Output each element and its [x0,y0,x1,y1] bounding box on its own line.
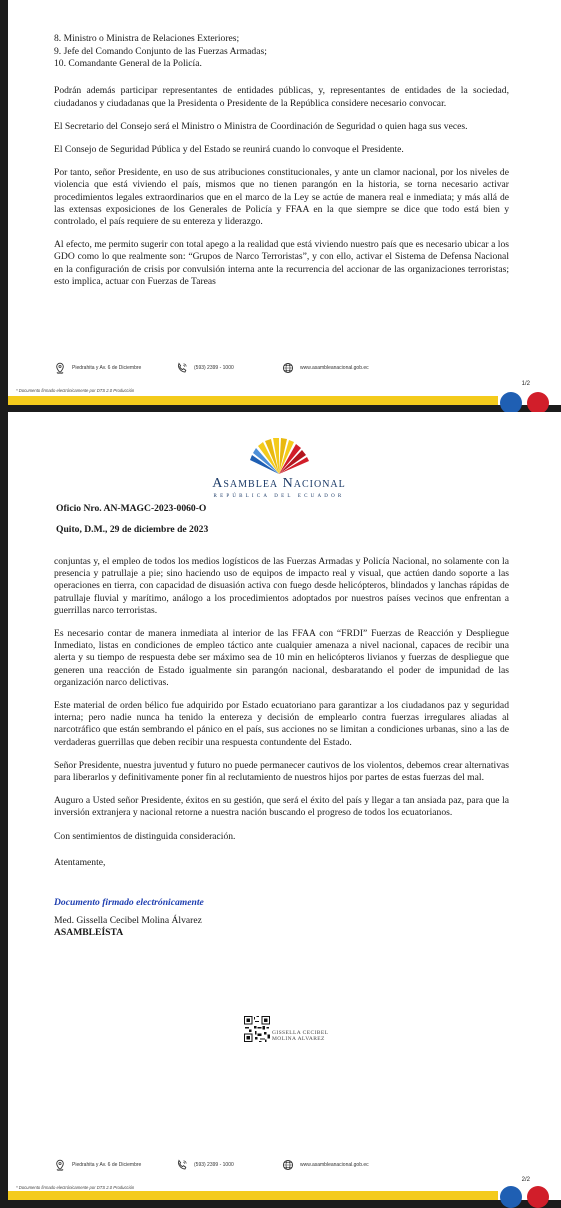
electronic-signature-stamp [244,1016,344,1056]
paragraph: Es necesario contar de manera inmediata al interior de las FFAA con “FRDI” Fuerzas de Reacción y Despliegue Inmediato, listas en condiciones de empleo táctico ante cualquier amenaza a nivel nacional, capaces de recibir una alerta y su tiempo de respuesta debe ser máximo sea de 10 min en helicópteros livianos y fuerzas de despliegue que generen una reacción de Estado igualmente sin parangón nacional, desbaratando el poder de impunidad de las organización narco delictivas. [54,628,509,688]
qr-code-icon [244,1016,270,1042]
footer-address-text: Piedrahita y Av. 6 de Diciembre [72,365,142,371]
footer-website-text: www.asambleanacional.gob.ec [300,365,369,371]
sunburst-emblem-icon [246,438,312,476]
asamblea-logo [204,438,354,518]
location-pin-icon [54,1159,66,1171]
logo-title: Asamblea Nacional [212,476,346,491]
list-item: 9. Jefe del Comando Conjunto de las Fuerzas Armadas; [54,46,267,57]
page-edge-strip [553,412,561,1200]
paragraph: Al efecto, me permito sugerir con total apego a la realidad que está viviendo nuestro país que es necesario ubicar a los GDO como lo que realmente son: “Grupos de Narco Terroristas”, y con ello, activar el Sistema de Defensa Nacional en la configuración de crisis por convulsión interna ante la recurrencia del accionar de las organizaciones terroristas; esto implica, actuar con Fuerzas de Tareas [54,239,509,287]
page1-body [54,33,509,299]
paragraph: Podrán además participar representantes de entidades públicas, y, representantes de entidades de la sociedad, ciudadanos y ciudadanas que la Presidenta o Presidente de la República considere necesario convocar. [54,85,509,109]
page-edge-strip [553,0,561,405]
brand-bar [8,1191,498,1200]
paragraph: conjuntas y, el empleo de todos los medios logísticos de las Fuerzas Armadas y Policía Nacional, no solamente con la presencia y patrullaje a pie; sino haciendo uso de equipos de impacto real y visual, que actúen dando soporte a las operaciones en tierra, con capacidad de disuasión activa con fuego desde helicópteros, blindados y lanchas rápidas de patrullaje fluvial y marítimo, análogo a los procedimientos adoptados por nuestros países vecinos que enfrentan a guerrillas narco terroristas. [54,556,509,616]
document-page-2 [8,412,553,1200]
paragraph: Auguro a Usted señor Presidente, éxitos en su gestión, que será el éxito del país y llegar a tan ansiada paz, para que la inversión extranjera y nacional retorne a nuestra nación buscando el progreso de todos los ecuatorianos. [54,795,509,819]
cut-off-line: 8. Ministro o Ministra de Relaciones Exteriores; [54,33,240,44]
paragraph: Señor Presidente, nuestra juventud y futuro no puede permanecer cautivos de los violentos, debemos crear alternativas para liberarlos y definitivamente poner fin al reclutamiento de nuestros hijos por partes de estas fuerzas del mal. [54,759,509,784]
list-item: 10. Comandante General de la Policía. [54,58,202,70]
footer-website [282,1159,369,1171]
footer-phone [176,362,234,374]
oficio-number: Oficio Nro. AN-MAGC-2023-0060-O [56,503,207,514]
paragraph: Con sentimientos de distinguida consideración. [54,830,236,842]
footer-address [54,362,141,374]
paragraph: Este material de orden bélico fue adquirido por Estado ecuatoriano para garantizar a los ciudadanos paz y seguridad interna; pero nadie nunca ha tenido la entereza y decisión de emplearlo contra fuerzas irregulares aliadas al narcotráfico que están sembrando el pánico en el país, sus acciones no se limitan a condiciones urbanas, sino a las de verdaderas guerrillas que deben recibir una respuesta contundente del Estado. [54,700,509,748]
qr-signer-name-line2: MOLINA ALVAREZ [272,1036,325,1042]
location-pin-icon [54,362,66,374]
paragraph: El Secretario del Consejo será el Ministro o Ministra de Coordinación de Seguridad o quien haga sus veces. [54,120,468,132]
footer-address [54,1159,141,1171]
page2-body [54,556,509,940]
phone-icon [176,1159,188,1171]
footer-website [282,362,369,374]
paragraph: El Consejo de Seguridad Pública y del Estado se reunirá cuando lo convoque el Presidente. [54,144,404,156]
page-number: 2/2 [521,1177,530,1183]
globe-icon [282,362,294,374]
footer-address-text: Piedrahita y Av. 6 de Diciembre [72,1162,142,1168]
footer-website-text: www.asambleanacional.gob.ec [300,1162,369,1168]
logo-subtitle: REPÚBLICA DEL ECUADOR [213,494,345,499]
footer-phone [176,1159,234,1171]
paragraph: Por tanto, señor Presidente, en uso de sus atribuciones constitucionales, y ante un clamor nacional, por los niveles de violencia que está viviendo el país, mismos que no tienen parangón en la historia, se torna necesario activar procedimientos legales extraordinarios que en el marco de la Ley se actúe de manera real e inmediata; y más allá de las extensas exposiciones de los Generales de Policía y FFAA en la que siempre se dice que todo está bien y controlado, el país requiere de su entereza y liderazgo. [54,167,509,228]
brand-bar [8,396,498,405]
qr-signer-name [272,1030,328,1042]
place-date: Quito, D.M., 29 de diciembre de 2023 [56,524,209,535]
footer-phone-text: (593) 2399 - 1000 [194,365,234,371]
page2-footer [54,1159,414,1173]
globe-icon [282,1159,294,1171]
brand-dot-red [527,1186,549,1208]
page1-footer [54,362,414,376]
closing: Atentamente, [54,856,106,868]
brand-dot-blue [500,1186,522,1208]
signature-note: * Documento firmado electrónicamente por DTS 2.0 Producción [16,388,135,393]
signature-note: * Documento firmado electrónicamente por DTS 2.0 Producción [16,1185,135,1190]
qr-signer-name-line1: GISSELLA CECIBEL [272,1030,329,1036]
footer-phone-text: (593) 2399 - 1000 [194,1162,234,1168]
signed-label: Documento firmado electrónicamente [54,897,204,909]
brand-dot-blue [500,392,522,414]
signer-name: Med. Gissella Cecibel Molina Álvarez [54,915,202,927]
document-page-1 [8,0,553,405]
signer-title: ASAMBLEÍSTA [54,927,124,939]
brand-dot-red [527,392,549,414]
phone-icon [176,362,188,374]
page-number: 1/2 [521,381,530,387]
